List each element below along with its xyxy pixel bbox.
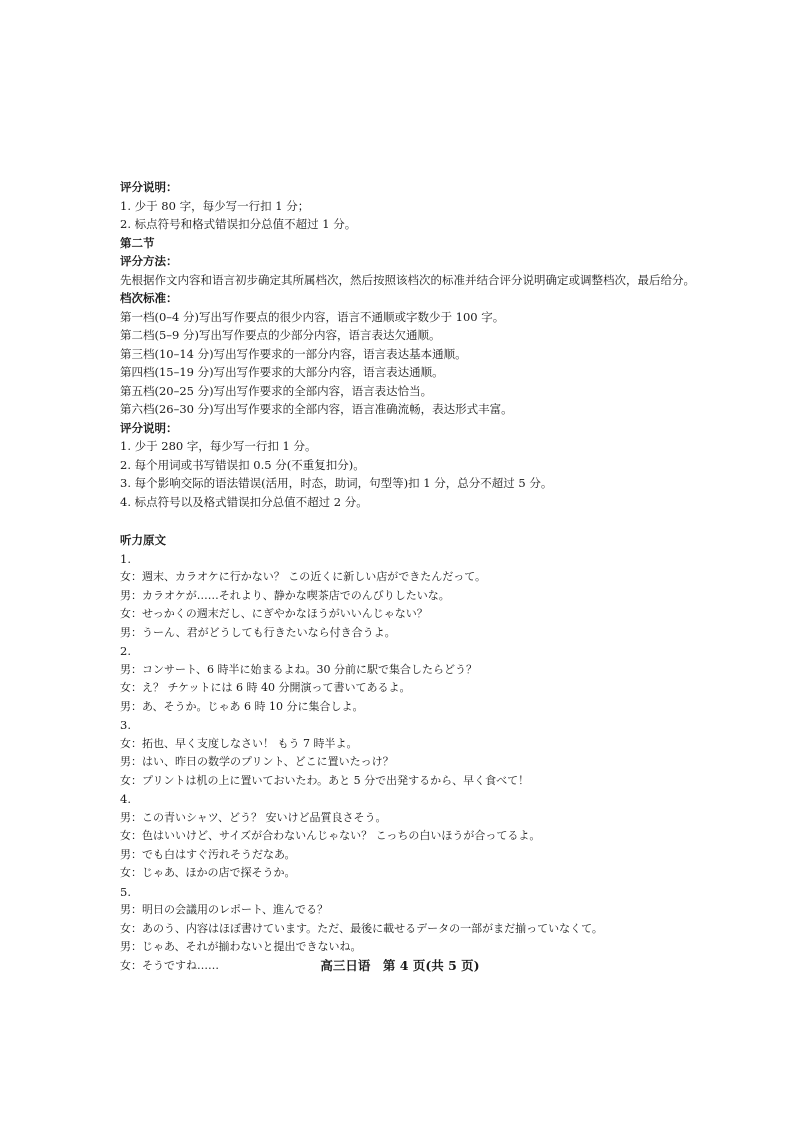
- level-item: 第五档(20–25 分)写出写作要求的全部内容，语言表达恰当。: [120, 383, 433, 398]
- dialog-line: 男：はい、昨日の数学のプリント、どこに置いたっけ？: [120, 755, 394, 768]
- spacer: [120, 511, 720, 531]
- page-content: [120, 178, 720, 975]
- dialog-number: 1.: [120, 551, 131, 566]
- dialog-number: 3.: [120, 718, 131, 732]
- dialog-line: 男：あ、そうか。じゃあ 6 時 10 分に集合しよ。: [120, 699, 364, 713]
- dialog-line: 男：でも白はすぐ汚れそうだなあ。: [120, 847, 296, 861]
- level-item: 第六档(26–30 分)写出写作要求的全部内容，语言准确流畅，表达形式丰富。: [120, 402, 513, 416]
- dialog-number: 4.: [120, 792, 131, 806]
- dialog-line: 女：週末、カラオケに行かない？ この近くに新しい店ができたんだって。: [120, 570, 487, 583]
- method-heading: 评分方法：: [120, 254, 178, 268]
- page-footer: 高三日语 第 4 页(共 5 页): [320, 958, 480, 973]
- level-item: 第一档(0–4 分)写出写作要点的很少内容，语言不通顺或字数少于 100 字。: [120, 309, 505, 324]
- note-item: 1. 少于 280 字，每少写一行扣 1 分。: [120, 439, 317, 453]
- level-item: 第四档(15–19 分)写出写作要求的大部分内容，语言表达通顺。: [120, 365, 444, 379]
- dialog-line: 女：え？ チケットには 6 時 40 分開演って書いてあるよ。: [120, 681, 411, 694]
- notes-heading: 评分说明：: [120, 420, 178, 435]
- dialog-line: 女：じゃあ、ほかの店で探そうか。: [120, 866, 296, 879]
- dialog-line: 男：カラオケが……それより、静かな喫茶店でのんびりしたいな。: [120, 588, 450, 602]
- dialog-number: 5.: [120, 884, 131, 899]
- dialog-line: 女：あのう、内容はほぼ書けています。ただ、最後に載せるデータの一部がまだ揃っていなくて。: [120, 921, 603, 935]
- note-item: 2. 每个用词或书写错误扣 0.5 分(不重复扣分)。: [120, 457, 365, 472]
- dialog-number: 2.: [120, 644, 131, 658]
- dialog-2: [120, 642, 720, 716]
- scoring-item: 2. 标点符号和格式错误扣分总值不超过 1 分。: [120, 217, 357, 231]
- dialog-line: 女：せっかくの週末だし、にぎやかなほうがいいんじゃない？: [120, 607, 428, 620]
- method-text: 先根据作文内容和语言初步确定其所属档次，然后按照该档次的标准并结合评分说明确定或调整档次，最后给分。: [120, 272, 695, 287]
- dialog-line: 女：プリントは机の上に置いておいたわ。あと 5 分で出発するから、早く食べて！: [120, 773, 530, 787]
- dialog-line: 男：うーん、君がどうしても行きたいなら付き合うよ。: [120, 625, 396, 639]
- level-item: 第三档(10–14 分)写出写作要求的一部分内容，语言表达基本通顺。: [120, 346, 467, 361]
- dialog-4: [120, 790, 720, 883]
- levels-heading: 档次标准：: [120, 291, 178, 305]
- dialog-line: 女：拓也、早く支度しなさい！ もう 7 時半よ。: [120, 736, 358, 750]
- dialog-line: 男：この青いシャツ、どう？ 安いけど品質良さそう。: [120, 810, 387, 824]
- dialog-line: 女：色はいいけど、サイズが合わないんじゃない？ こっちの白いほうが合ってるよ。: [120, 829, 541, 842]
- dialog-1: [120, 550, 720, 643]
- dialog-line: 女：そうですね……: [120, 958, 219, 972]
- scoring-item: 1. 少于 80 字，每少写一行扣 1 分；: [120, 198, 310, 213]
- section-title: 第二节: [120, 235, 155, 250]
- dialog-line: 男：じゃあ、それが揃わないと提出できないね。: [120, 940, 362, 953]
- level-item: 第二档(5–9 分)写出写作要点的少部分内容，语言表达欠通顺。: [120, 328, 441, 342]
- scoring-heading: 评分说明：: [120, 180, 178, 194]
- dialog-line: 男：コンサート、6 時半に始まるよね。30 分前に駅で集合したらどう？: [120, 662, 477, 676]
- note-item: 3. 每个影响交际的语法错误(活用，时态，助词，句型等)扣 1 分，总分不超过 5 分。: [120, 476, 553, 490]
- listening-title: 听力原文: [120, 533, 166, 547]
- note-item: 4. 标点符号以及格式错误扣分总值不超过 2 分。: [120, 494, 368, 509]
- dialog-3: [120, 716, 720, 790]
- dialog-line: 男：明日の会議用のレポート、進んでる？: [120, 903, 329, 916]
